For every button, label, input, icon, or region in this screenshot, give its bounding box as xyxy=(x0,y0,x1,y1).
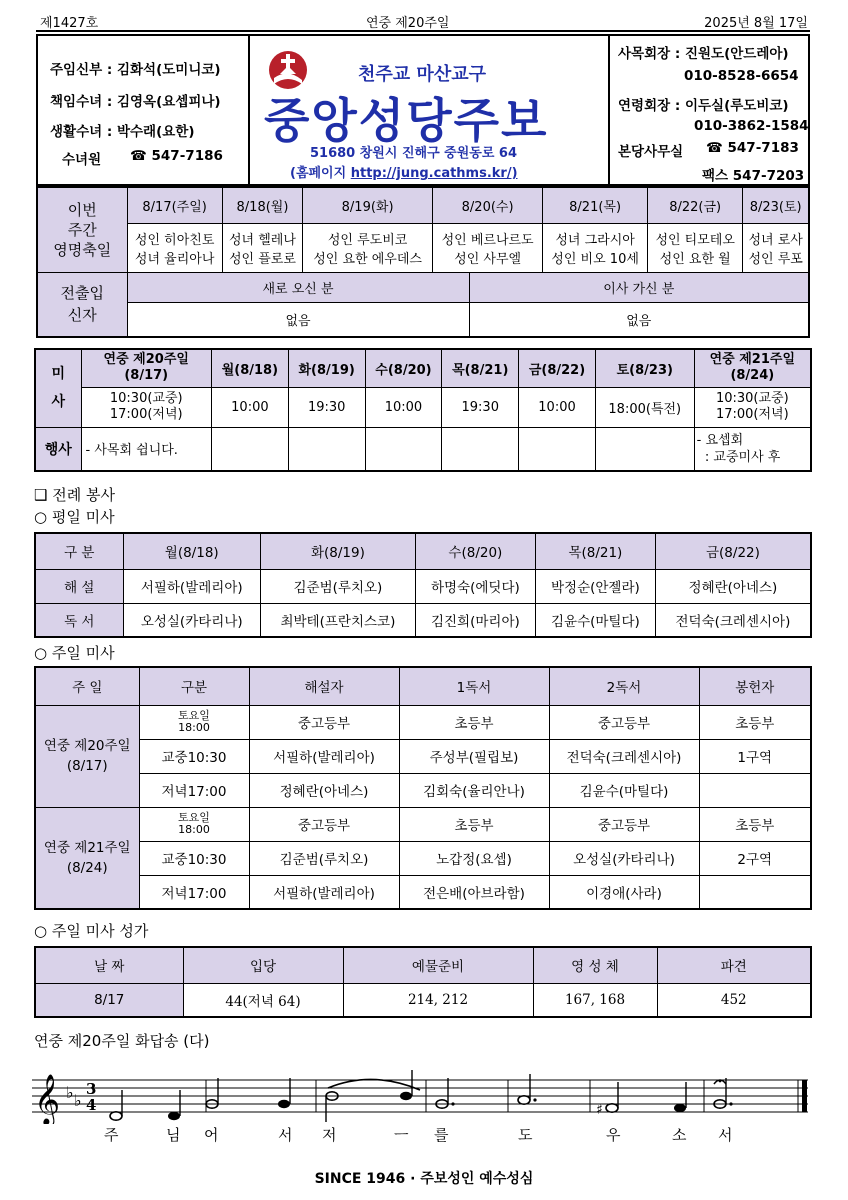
sunday-header: 2독서 xyxy=(549,667,699,705)
mass-schedule xyxy=(34,348,812,472)
sunday-header: 주 일 xyxy=(35,667,139,705)
cell: 44(저녁 64) xyxy=(183,983,343,1017)
feast-day: 8/19(화) xyxy=(303,187,433,223)
feast-names xyxy=(743,223,809,273)
masthead-center xyxy=(248,36,610,184)
lyric-syllable: 를 xyxy=(434,1126,449,1144)
cell: 주성부(필립보) xyxy=(399,739,549,773)
funeral-president: 연령회장 : 이두실(루도비코) xyxy=(618,98,789,114)
issue-number: 제1427호 xyxy=(40,16,99,31)
row-label: 해 설 xyxy=(35,569,123,603)
mass-day: 토(8/23) xyxy=(595,349,694,387)
event-cell xyxy=(694,427,811,471)
mass-time: 18:00(특전) xyxy=(595,387,694,427)
saint: 성인 루도비코 xyxy=(327,232,408,248)
convent-label: 수녀원 xyxy=(62,152,102,168)
mass-kind-line: 토요일 xyxy=(178,811,210,824)
cell: 오성실(카타리나) xyxy=(123,603,260,637)
cell: 오성실(카타리나) xyxy=(549,841,699,875)
feast-day: 8/20(수) xyxy=(433,187,543,223)
cell: 김윤수(마틸다) xyxy=(535,603,655,637)
cell: 서필하(발레리아) xyxy=(249,739,399,773)
funeral-phone: 010-3862-1584 xyxy=(694,118,809,134)
table-row xyxy=(35,569,811,603)
mass-kind: 저녁17:00 xyxy=(139,773,249,807)
lyric-syllable: 서 xyxy=(718,1126,733,1144)
office-label: 본당사무실 xyxy=(618,144,684,160)
feast-day: 8/23(토) xyxy=(743,187,809,223)
event-line: : 교중미사 후 xyxy=(696,449,781,465)
pastor: 주임신부 : 김화석(도미니코) xyxy=(50,62,221,78)
cell: 1구역 xyxy=(699,739,811,773)
moved-out-label: 이사 가신 분 xyxy=(469,273,809,303)
issue-bar xyxy=(36,12,810,32)
mass-label-line: 미 xyxy=(51,366,66,383)
sunday-name-line: 연중 제20주일 xyxy=(43,738,131,754)
cell: 중고등부 xyxy=(249,807,399,841)
weekday-header: 수(8/20) xyxy=(415,533,535,569)
cell: 정혜란(아네스) xyxy=(249,773,399,807)
cell: 김진희(마리아) xyxy=(415,603,535,637)
event-cell xyxy=(595,427,694,471)
feast-names xyxy=(648,223,743,273)
cell: 452 xyxy=(657,983,811,1017)
saint: 성인 비오 10세 xyxy=(551,251,639,267)
hymn-date: 8/17 xyxy=(35,983,183,1017)
council-president: 사목회장 : 진원도(안드레아) xyxy=(618,46,789,62)
sunday-name xyxy=(35,705,139,807)
saint: 성인 히아친토 xyxy=(134,232,215,248)
weekday-header: 월(8/18) xyxy=(123,533,260,569)
mass-time-line: 10:30(교중) xyxy=(715,391,789,406)
cell: 초등부 xyxy=(399,705,549,739)
mass-time: 10:00 xyxy=(365,387,442,427)
mass-time: 19:30 xyxy=(442,387,519,427)
saint: 성인 요한 월 xyxy=(659,251,731,267)
event-cell xyxy=(519,427,596,471)
mass-time-line: 10:30(교중) xyxy=(109,391,183,406)
masthead xyxy=(36,34,810,186)
svg-text:4: 4 xyxy=(86,1096,97,1114)
moved-in-value: 없음 xyxy=(127,303,469,337)
event-cell xyxy=(365,427,442,471)
mass-label xyxy=(35,349,81,427)
sunday-name xyxy=(35,807,139,909)
mass-day: 월(8/18) xyxy=(212,349,289,387)
table-row xyxy=(35,773,811,807)
cell: 초등부 xyxy=(399,807,549,841)
sunday-header: 봉헌자 xyxy=(699,667,811,705)
svg-text:♭: ♭ xyxy=(74,1091,82,1110)
cell: 167, 168 xyxy=(533,983,657,1017)
office-phone: ☎ 547-7183 xyxy=(706,140,799,156)
convent-phone: ☎ 547-7186 xyxy=(130,148,223,164)
cell: 하명숙(에딧다) xyxy=(415,569,535,603)
svg-text:♯: ♯ xyxy=(596,1102,603,1118)
weekday-header: 화(8/19) xyxy=(260,533,415,569)
moved-out-value: 없음 xyxy=(469,303,809,337)
music-staff xyxy=(32,1060,812,1124)
mass-day xyxy=(694,349,811,387)
moving-title xyxy=(37,273,127,337)
table-row xyxy=(35,875,811,909)
bulletin-title: 중앙성당주보 xyxy=(264,94,549,149)
cell: 정혜란(아네스) xyxy=(655,569,811,603)
lyric-syllable: 저 xyxy=(322,1126,337,1144)
staff-right xyxy=(610,36,810,184)
cell: 2구역 xyxy=(699,841,811,875)
sunday-name-line: 연중 제21주일 xyxy=(43,839,131,856)
feast-title-line: 영명축일 xyxy=(53,241,112,259)
lyric-syllable: 소 xyxy=(672,1126,687,1144)
event-cell: - 사목회 쉽니다. xyxy=(81,427,212,471)
lyric-syllable: 어 xyxy=(204,1126,219,1144)
cell: 박정순(안젤라) xyxy=(535,569,655,603)
feast-days-table xyxy=(36,186,810,274)
mass-time xyxy=(694,387,811,427)
feast-names xyxy=(222,223,302,273)
mass-time-line: 17:00(저녁) xyxy=(109,407,183,422)
cell: 전덕숙(크레센시아) xyxy=(549,739,699,773)
cell: 전덕숙(크레센시아) xyxy=(655,603,811,637)
moving-title-line: 신자 xyxy=(67,306,97,325)
homepage-label: (홈페이지 xyxy=(290,166,347,181)
table-row xyxy=(35,983,811,1017)
event-label: 행사 xyxy=(35,427,81,471)
cell: 초등부 xyxy=(699,705,811,739)
mass-kind-line: 18:00 xyxy=(178,823,210,836)
event-cell xyxy=(288,427,365,471)
feast-title-line: 주간 xyxy=(67,221,97,239)
cell: 이경애(사라) xyxy=(549,875,699,909)
event-line: - 요셉회 xyxy=(696,432,744,448)
mass-time xyxy=(81,387,212,427)
saint: 성인 티모테오 xyxy=(655,232,735,248)
table-row xyxy=(35,807,811,841)
mass-time-line: 17:00(저녁) xyxy=(715,407,789,422)
cell: 김회숙(율리안나) xyxy=(399,773,549,807)
feast-names xyxy=(433,223,543,273)
cell: 노갑정(요셉) xyxy=(399,841,549,875)
feast-day: 8/18(월) xyxy=(222,187,302,223)
weekday-header: 구 분 xyxy=(35,533,123,569)
mass-kind: 저녁17:00 xyxy=(139,875,249,909)
weekday-header: 금(8/22) xyxy=(655,533,811,569)
sunday-header: 구분 xyxy=(139,667,249,705)
life-sister: 생활수녀 : 박수래(요한) xyxy=(50,124,195,140)
staff-left xyxy=(38,36,248,184)
weekday-header: 목(8/21) xyxy=(535,533,655,569)
saint: 성녀 그라시아 xyxy=(555,232,635,248)
event-cell xyxy=(212,427,289,471)
mass-day-line: 연중 제21주일 xyxy=(709,352,796,368)
cell: 초등부 xyxy=(699,807,811,841)
svg-text:♭: ♭ xyxy=(66,1083,74,1102)
weekday-table xyxy=(34,532,812,638)
mass-label-line: 사 xyxy=(51,394,66,411)
hymn-table xyxy=(34,946,812,1018)
hymn-header: 영 성 체 xyxy=(533,947,657,983)
lyric-syllable: 서 xyxy=(278,1126,293,1144)
svg-text:𝄞: 𝄞 xyxy=(34,1074,61,1124)
table-row xyxy=(35,739,811,773)
cell: 중고등부 xyxy=(549,807,699,841)
homepage-link[interactable]: http://jung.cathms.kr/) xyxy=(350,166,518,181)
liturgy-heading: ❑ 전례 봉사 xyxy=(34,486,115,504)
mass-day-line: 연중 제20주일 xyxy=(103,352,189,368)
mass-day: 금(8/22) xyxy=(519,349,596,387)
sunday-name-line: (8/17) xyxy=(66,758,108,774)
issue-date: 2025년 8월 17일 xyxy=(704,16,808,31)
lyric-syllable: 주 xyxy=(104,1126,119,1144)
council-phone: 010-8528-6654 xyxy=(684,68,799,84)
hymn-header: 입당 xyxy=(183,947,343,983)
sunday-header: 해설자 xyxy=(249,667,399,705)
saint: 성녀 로사 xyxy=(748,232,803,248)
moving-title-line: 전출입 xyxy=(60,284,104,303)
mass-time: 19:30 xyxy=(288,387,365,427)
moving-table xyxy=(36,272,810,338)
feast-names xyxy=(543,223,648,273)
sunday-table xyxy=(34,666,812,910)
saint: 성녀 헬레나 xyxy=(229,232,296,248)
saint: 성인 요한 에우데스 xyxy=(313,251,422,267)
saint: 성인 사무엘 xyxy=(454,251,522,267)
mass-kind: 교중10:30 xyxy=(139,841,249,875)
hymn-header: 예물준비 xyxy=(343,947,533,983)
mass-time: 10:00 xyxy=(519,387,596,427)
row-label: 독 서 xyxy=(35,603,123,637)
feast-title-line: 이번 xyxy=(67,201,97,219)
mass-kind-line: 18:00 xyxy=(178,721,210,734)
event-cell xyxy=(442,427,519,471)
cell: 김준범(루치오) xyxy=(249,841,399,875)
head-sister: 책임수녀 : 김영옥(요셉피나) xyxy=(50,94,221,110)
cell: 서필하(발레리아) xyxy=(123,569,260,603)
mass-kind: 교중10:30 xyxy=(139,739,249,773)
cell: 서필하(발레리아) xyxy=(249,875,399,909)
sunday-name-line: (8/24) xyxy=(66,859,108,876)
cell xyxy=(699,773,811,807)
cell: 214, 212 xyxy=(343,983,533,1017)
parish-address: 51680 창원시 진해구 중원동로 64 xyxy=(310,146,518,161)
cell: 중고등부 xyxy=(549,705,699,739)
cell: 김준범(루치오) xyxy=(260,569,415,603)
fax: 팩스 547-7203 xyxy=(702,168,805,184)
cell: 최박테(프란치스코) xyxy=(260,603,415,637)
diocese-name: 천주교 마산교구 xyxy=(358,64,486,85)
sunday-header: 1독서 xyxy=(399,667,549,705)
feast-title xyxy=(37,187,127,273)
feast-names xyxy=(303,223,433,273)
mass-day: 수(8/20) xyxy=(365,349,442,387)
cell: 중고등부 xyxy=(249,705,399,739)
saint: 성인 베르나르도 xyxy=(441,232,534,248)
feast-day: 8/21(목) xyxy=(543,187,648,223)
lyric-syllable: ㅡ xyxy=(394,1126,409,1144)
mass-day-line: (8/24) xyxy=(730,368,775,384)
mass-kind xyxy=(139,807,249,841)
moved-in-label: 새로 오신 분 xyxy=(127,273,469,303)
saint: 성인 플로로 xyxy=(229,251,296,267)
choir-heading: ○ 주일 미사 성가 xyxy=(34,922,149,940)
mass-day xyxy=(81,349,212,387)
mass-kind-line: 토요일 xyxy=(178,709,210,722)
table-row xyxy=(35,603,811,637)
hymn-header: 파견 xyxy=(657,947,811,983)
saint: 성인 루포 xyxy=(748,251,803,267)
cell: 전은배(아브라함) xyxy=(399,875,549,909)
weekday-heading: ○ 평일 미사 xyxy=(34,508,115,526)
table-row xyxy=(35,841,811,875)
feast-names xyxy=(127,223,222,273)
mass-day: 목(8/21) xyxy=(442,349,519,387)
feast-day: 8/17(주일) xyxy=(127,187,222,223)
mass-time: 10:00 xyxy=(212,387,289,427)
footer-motto: SINCE 1946 · 주보성인 예수성심 xyxy=(314,1171,534,1187)
homepage xyxy=(290,162,518,181)
lyric-syllable: 도 xyxy=(518,1126,533,1144)
cell: 김윤수(마틸다) xyxy=(549,773,699,807)
sunday-heading: ○ 주일 미사 xyxy=(34,644,115,662)
lyric-syllable: 님 xyxy=(166,1126,181,1144)
liturgical-week: 연중 제20주일 xyxy=(366,16,450,31)
table-row xyxy=(35,705,811,739)
mass-day: 화(8/19) xyxy=(288,349,365,387)
lyric-syllable: 우 xyxy=(606,1126,621,1144)
hymn-header: 날 짜 xyxy=(35,947,183,983)
feast-day: 8/22(금) xyxy=(648,187,743,223)
saint: 성녀 율리아나 xyxy=(134,251,215,267)
mass-day-line: (8/17) xyxy=(124,368,169,384)
mass-kind xyxy=(139,705,249,739)
psalm-title: 연중 제20주일 화답송 (다) xyxy=(34,1032,210,1050)
svg-text:3: 3 xyxy=(86,1080,97,1098)
cell xyxy=(699,875,811,909)
